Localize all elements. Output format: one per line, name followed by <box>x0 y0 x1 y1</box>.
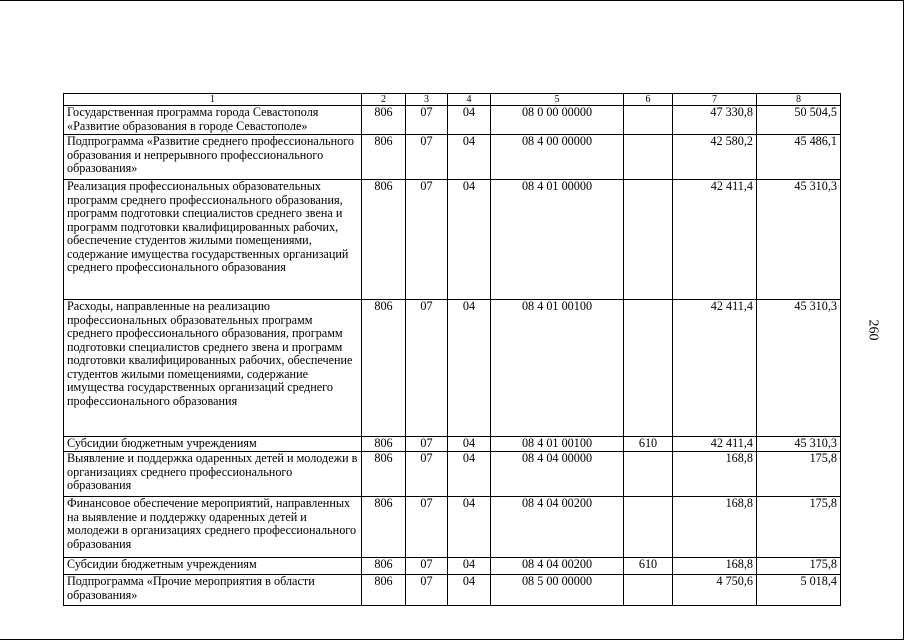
row-amount-year1-cell: 168,8 <box>673 452 757 497</box>
row-subsection-cell: 04 <box>448 180 491 300</box>
row-name-cell: Подпрограмма «Развитие среднего профессионального образования и непрерывного профессионального образования» <box>64 135 362 180</box>
row-amount-year1-cell: 47 330,8 <box>673 106 757 135</box>
table-row <box>64 575 841 606</box>
row-amount-year1-cell: 42 411,4 <box>673 180 757 300</box>
table-row <box>64 558 841 575</box>
row-expense-type-cell <box>624 452 673 497</box>
row-section-cell: 07 <box>406 106 448 135</box>
row-subsection-cell: 04 <box>448 135 491 180</box>
row-amount-year2-cell: 45 310,3 <box>757 180 841 300</box>
row-expense-type-cell <box>624 497 673 558</box>
column-number: 2 <box>362 94 406 106</box>
row-grbs-cell: 806 <box>362 497 406 558</box>
row-amount-year2-cell: 45 310,3 <box>757 300 841 437</box>
table-row <box>64 180 841 300</box>
row-target-article-cell: 08 4 00 00000 <box>491 135 624 180</box>
row-expense-type-cell <box>624 575 673 606</box>
row-subsection-cell: 04 <box>448 452 491 497</box>
column-number: 8 <box>757 94 841 106</box>
row-expense-type-cell <box>624 135 673 180</box>
row-grbs-cell: 806 <box>362 452 406 497</box>
column-number: 3 <box>406 94 448 106</box>
page-number: 260 <box>865 319 881 341</box>
row-grbs-cell: 806 <box>362 106 406 135</box>
row-expense-type-cell <box>624 106 673 135</box>
row-subsection-cell: 04 <box>448 106 491 135</box>
row-target-article-cell: 08 4 01 00000 <box>491 180 624 300</box>
budget-table <box>63 93 841 606</box>
table-row <box>64 497 841 558</box>
row-amount-year2-cell: 5 018,4 <box>757 575 841 606</box>
row-amount-year2-cell: 50 504,5 <box>757 106 841 135</box>
row-name-cell: Субсидии бюджетным учреждениям <box>64 558 362 575</box>
row-target-article-cell: 08 4 01 00100 <box>491 437 624 452</box>
row-grbs-cell: 806 <box>362 575 406 606</box>
row-amount-year1-cell: 42 411,4 <box>673 300 757 437</box>
row-amount-year1-cell: 42 411,4 <box>673 437 757 452</box>
table-row <box>64 106 841 135</box>
row-grbs-cell: 806 <box>362 300 406 437</box>
row-section-cell: 07 <box>406 452 448 497</box>
row-section-cell: 07 <box>406 497 448 558</box>
row-target-article-cell: 08 4 01 00100 <box>491 300 624 437</box>
row-section-cell: 07 <box>406 135 448 180</box>
row-amount-year2-cell: 175,8 <box>757 558 841 575</box>
row-section-cell: 07 <box>406 558 448 575</box>
row-amount-year2-cell: 45 486,1 <box>757 135 841 180</box>
row-name-cell: Государственная программа города Севастополя «Развитие образования в городе Севастополе» <box>64 106 362 135</box>
row-section-cell: 07 <box>406 180 448 300</box>
table-row <box>64 300 841 437</box>
row-section-cell: 07 <box>406 300 448 437</box>
column-number: 4 <box>448 94 491 106</box>
row-target-article-cell: 08 4 04 00200 <box>491 558 624 575</box>
column-number: 1 <box>64 94 362 106</box>
row-amount-year1-cell: 4 750,6 <box>673 575 757 606</box>
row-name-cell: Финансовое обеспечение мероприятий, направленных на выявление и поддержку одаренных детей и молодежи в организациях среднего профессионального образования <box>64 497 362 558</box>
row-name-cell: Подпрограмма «Прочие мероприятия в области образования» <box>64 575 362 606</box>
row-subsection-cell: 04 <box>448 558 491 575</box>
row-section-cell: 07 <box>406 575 448 606</box>
row-name-cell: Выявление и поддержка одаренных детей и молодежи в организациях среднего профессионального образования <box>64 452 362 497</box>
table-row <box>64 437 841 452</box>
row-subsection-cell: 04 <box>448 497 491 558</box>
row-name-cell: Реализация профессиональных образовательных программ среднего профессионального образования, программ подготовки специалистов среднего звена и программ подготовки квалифицированных рабочих, обеспечение студентов жилыми помещениями, содержание имущества государственных организаций среднего профессионального образования <box>64 180 362 300</box>
row-amount-year1-cell: 168,8 <box>673 558 757 575</box>
row-name-cell: Субсидии бюджетным учреждениям <box>64 437 362 452</box>
row-subsection-cell: 04 <box>448 575 491 606</box>
row-target-article-cell: 08 0 00 00000 <box>491 106 624 135</box>
row-subsection-cell: 04 <box>448 437 491 452</box>
row-expense-type-cell <box>624 300 673 437</box>
row-expense-type-cell: 610 <box>624 558 673 575</box>
row-target-article-cell: 08 4 04 00200 <box>491 497 624 558</box>
column-number: 7 <box>673 94 757 106</box>
column-number: 5 <box>491 94 624 106</box>
row-expense-type-cell <box>624 180 673 300</box>
row-amount-year2-cell: 175,8 <box>757 452 841 497</box>
row-amount-year2-cell: 45 310,3 <box>757 437 841 452</box>
row-amount-year2-cell: 175,8 <box>757 497 841 558</box>
row-target-article-cell: 08 4 04 00000 <box>491 452 624 497</box>
table-row <box>64 135 841 180</box>
row-grbs-cell: 806 <box>362 135 406 180</box>
row-expense-type-cell: 610 <box>624 437 673 452</box>
row-grbs-cell: 806 <box>362 437 406 452</box>
column-number-row <box>64 94 841 106</box>
row-name-cell: Расходы, направленные на реализацию профессиональных образовательных программ среднего профессионального образования, программ подготовки специалистов среднего звена и программ подготовки квалифицированных рабочих, обеспечение студентов жилыми помещениями, содержание имущества государственных организаций среднего профессионального образования <box>64 300 362 437</box>
row-subsection-cell: 04 <box>448 300 491 437</box>
row-section-cell: 07 <box>406 437 448 452</box>
row-grbs-cell: 806 <box>362 180 406 300</box>
row-grbs-cell: 806 <box>362 558 406 575</box>
table-body <box>64 94 841 606</box>
row-target-article-cell: 08 5 00 00000 <box>491 575 624 606</box>
column-number: 6 <box>624 94 673 106</box>
table-row <box>64 452 841 497</box>
row-amount-year1-cell: 42 580,2 <box>673 135 757 180</box>
row-amount-year1-cell: 168,8 <box>673 497 757 558</box>
